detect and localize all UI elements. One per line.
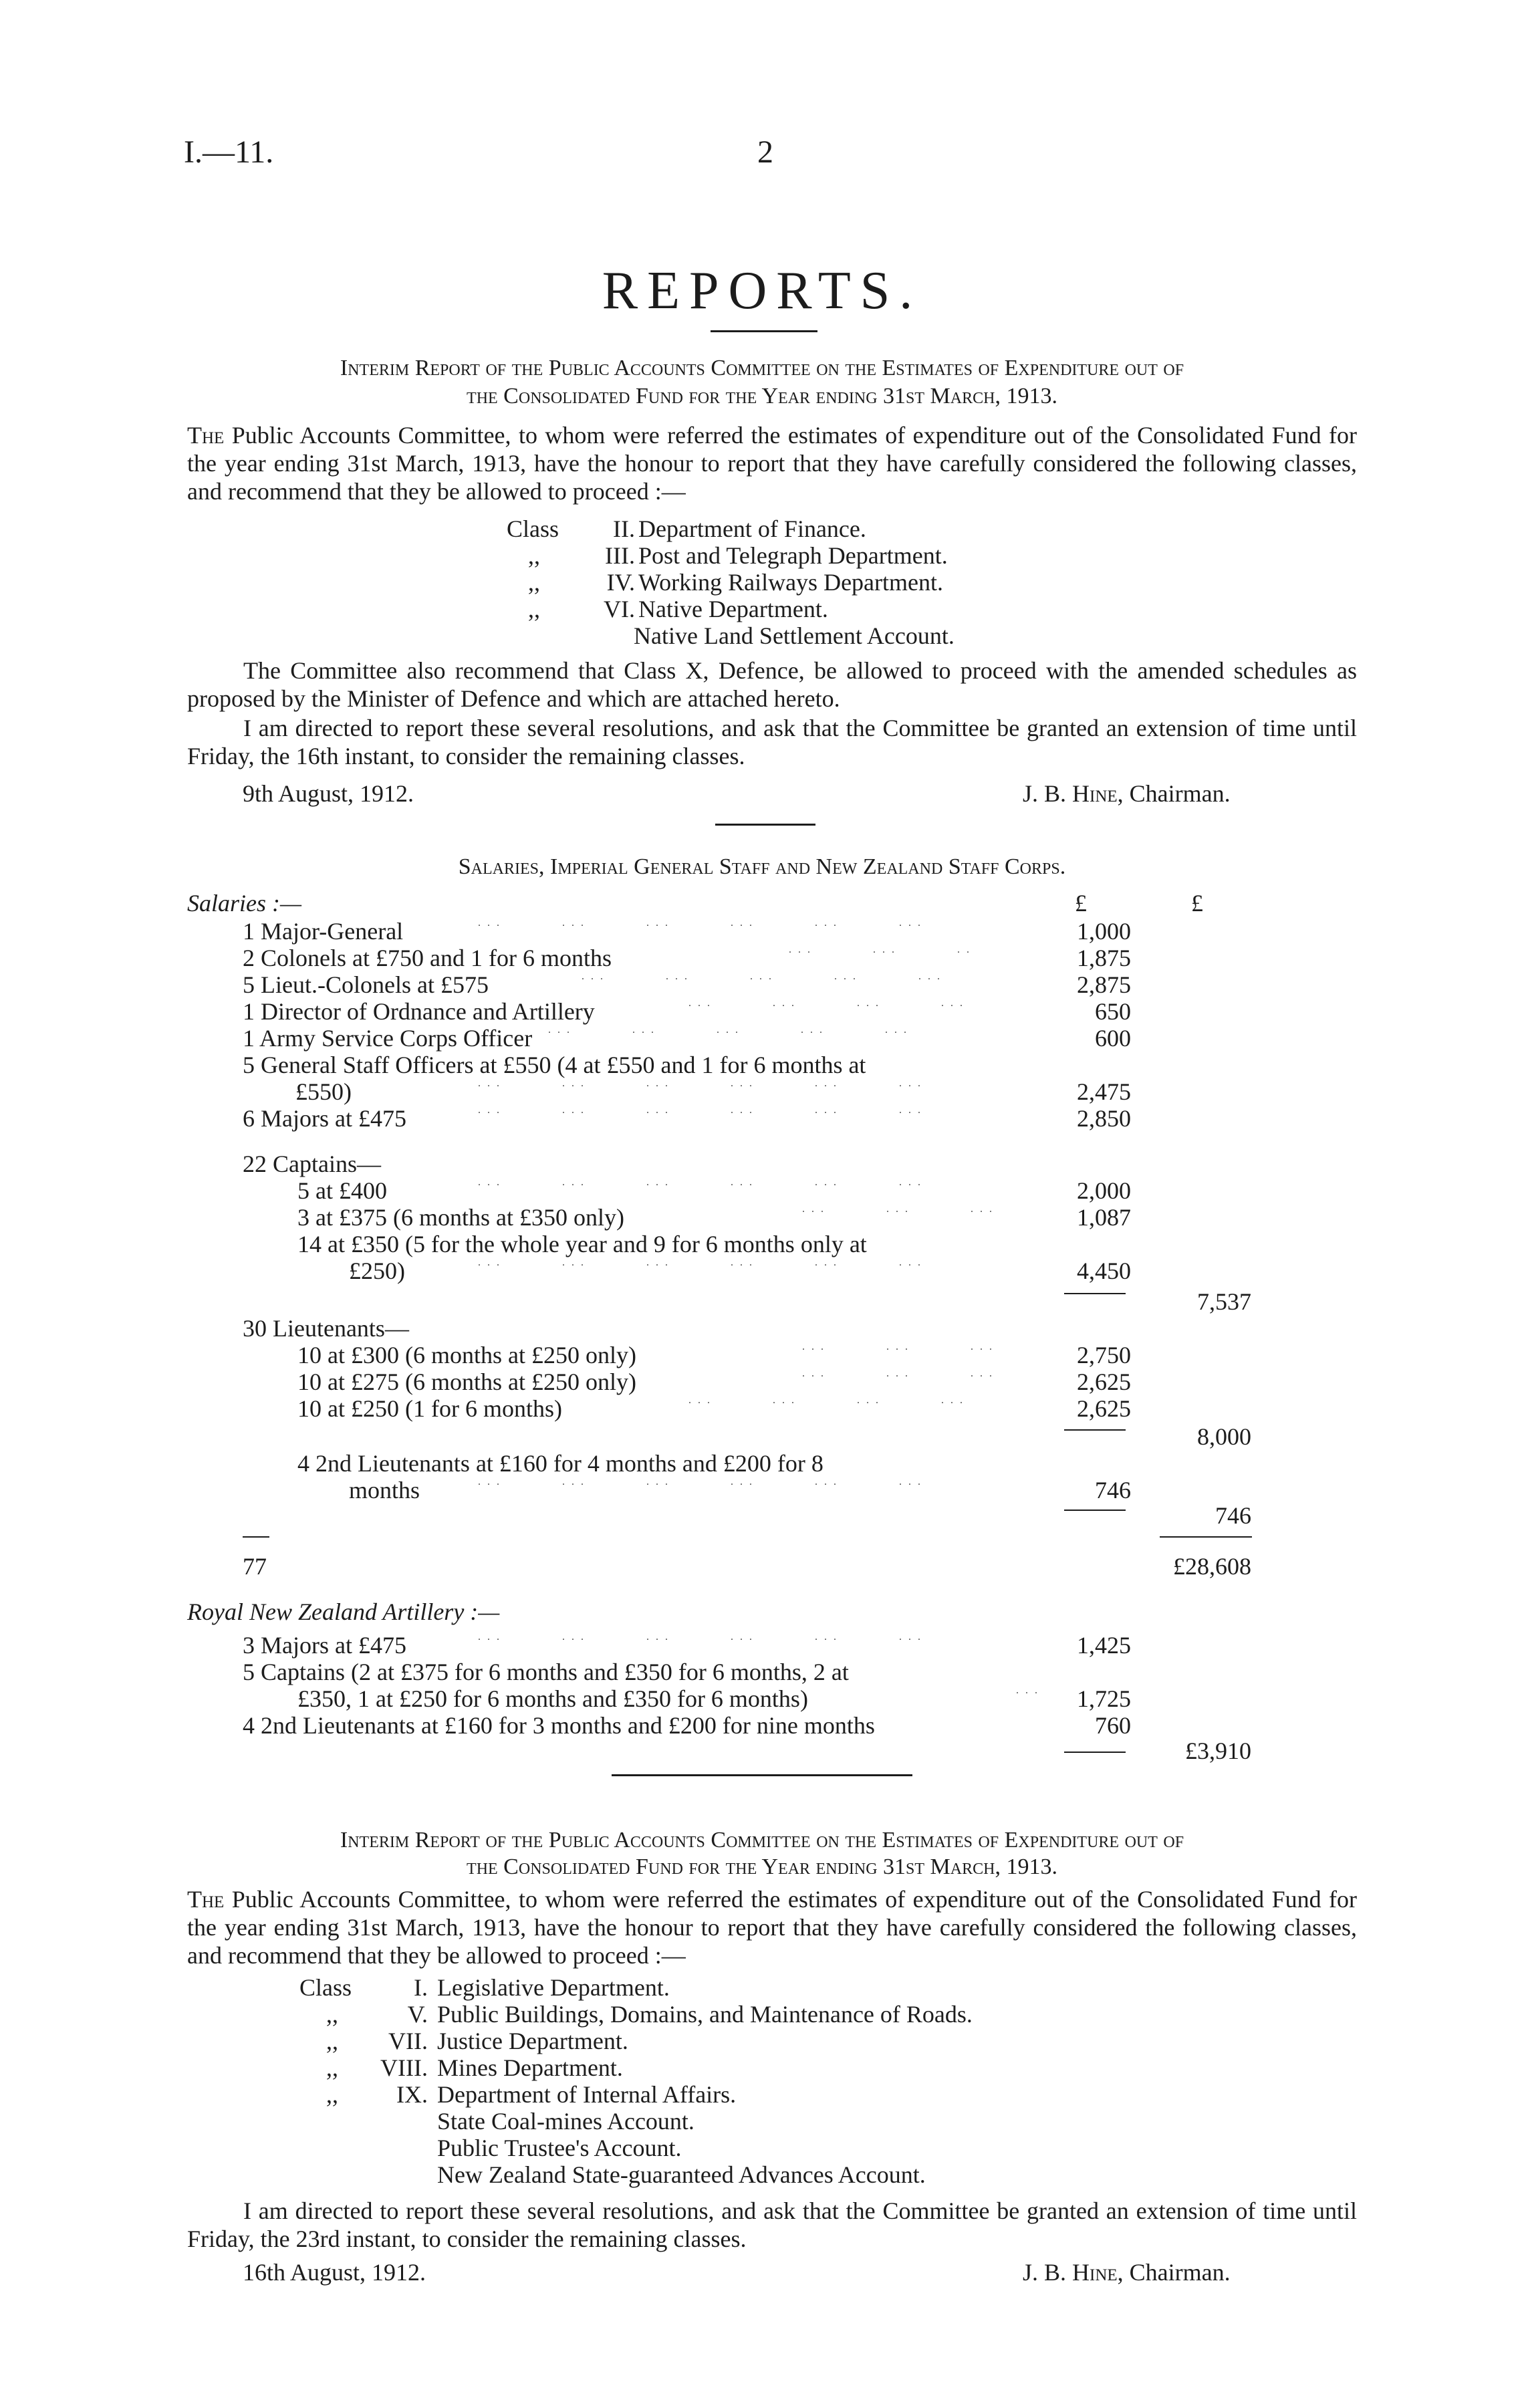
table-row-amount: 4,450 [1077, 1257, 1131, 1284]
count-rule [243, 1536, 269, 1538]
class-name: Native Department. [638, 596, 828, 622]
class-number: V. [407, 2001, 428, 2028]
table-row-label: 14 at £350 (5 for the whole year and 9 for 6 months only at [297, 1231, 867, 1257]
class-number: II. [613, 515, 635, 542]
table-row-amount: 2,850 [1077, 1105, 1131, 1132]
class-number: IV. [606, 569, 635, 596]
lieutenants-label: 30 Lieutenants— [243, 1315, 409, 1342]
section-divider [715, 824, 815, 826]
report1-intro-text: Public Accounts Committee, to whom were referred the estimates of expenditure out of the Consolidated Fund for the year ending 31st March, 1913, have the honour to report that they have carefully considered the following classes, and recommend that they be allowed to proceed :— [187, 422, 1357, 505]
table-row-amount: 1,000 [1077, 918, 1131, 945]
class-name: Public Trustee's Account. [437, 2135, 682, 2161]
dot-leader: ... ... ... ... ... ... [478, 1631, 927, 1643]
table-row-amount: 2,000 [1077, 1177, 1131, 1204]
class-number: I. [414, 1974, 428, 2001]
report2-date: 16th August, 1912. [243, 2259, 426, 2286]
second-lieutenants-line2: months [349, 1477, 420, 1503]
table-row-amount: 2,625 [1077, 1395, 1131, 1422]
signature-name: J. B. Hine, [1023, 780, 1124, 807]
grand-total-rule [1160, 1536, 1252, 1538]
dot-leader: ... ... ... ... ... ... [478, 1476, 927, 1487]
rnza-label: Royal New Zealand Artillery :— [187, 1598, 500, 1625]
class-name: Public Buildings, Domains, and Maintenance of Roads. [437, 2001, 973, 2028]
class-name: Working Railways Department. [638, 569, 943, 596]
dot-leader: ... ... ... ... ... [582, 971, 946, 982]
table-row-amount: 1,875 [1077, 945, 1131, 971]
captains-total: 7,537 [1197, 1288, 1251, 1315]
dot-leader: ... ... ... ... [688, 997, 969, 1009]
report1-heading-line2: the Consolidated Fund for the Year ending 31st March, 1913. [467, 384, 1057, 408]
report1-heading-line1: Interim Report of the Public Accounts Committee on the Estimates of Expenditure out of [340, 356, 1184, 380]
rnza-total: £3,910 [1185, 1737, 1251, 1764]
table-row-label: 10 at £250 (1 for 6 months) [297, 1395, 562, 1422]
class-prefix: Class [299, 1974, 352, 2001]
salaries-section-label: Salaries :— [187, 890, 301, 917]
report2-signature [1023, 2258, 1231, 2286]
title-rule [711, 330, 817, 332]
table-row-label: 1 Director of Ordnance and Artillery [243, 998, 595, 1025]
class-prefix: ,, [326, 2001, 338, 2028]
page-number: 2 [757, 134, 773, 170]
table-row-label: 5 at £400 [297, 1177, 387, 1204]
class-prefix: ,, [326, 2028, 338, 2054]
dot-leader: ... ... ... [802, 1203, 999, 1215]
table-row-label: 3 Majors at £475 [243, 1632, 406, 1659]
table-row-amount: 600 [1095, 1025, 1131, 1052]
class-number: III. [605, 542, 635, 569]
class-prefix: ,, [528, 569, 540, 596]
report1-date: 9th August, 1912. [243, 780, 414, 807]
dot-leader: ... ... ... ... ... ... [478, 1257, 927, 1268]
class-name: Native Land Settlement Account. [634, 622, 955, 649]
dot-leader: ... ... ... ... ... ... [478, 1078, 927, 1089]
table-row-label: 5 Lieut.-Colonels at £575 [243, 971, 489, 998]
second-lieutenants-amount: 746 [1095, 1477, 1131, 1503]
table-row-amount: 2,625 [1077, 1368, 1131, 1395]
table-row-label: 3 at £375 (6 months at £350 only) [297, 1204, 624, 1231]
section-divider [612, 1774, 912, 1776]
class-number: VI. [604, 596, 635, 622]
report1-signature [1023, 779, 1231, 808]
class-number: IX. [396, 2081, 428, 2108]
class-name: Post and Telegraph Department. [638, 542, 948, 569]
report2-heading-line2: the Consolidated Fund for the Year ending 31st March, 1913. [467, 1854, 1057, 1879]
second-lieutenants-total: 746 [1215, 1502, 1251, 1529]
class-number: VIII. [380, 2054, 428, 2081]
table-row-label: £250) [349, 1257, 405, 1284]
table-row-amount: 2,875 [1077, 971, 1131, 998]
class-name: Department of Internal Affairs. [437, 2081, 737, 2108]
salaries-heading: Salaries, Imperial General Staff and New Zealand Staff Corps. [458, 854, 1066, 879]
class-name: Justice Department. [437, 2028, 628, 2054]
column-header-pounds: £ [1191, 890, 1203, 917]
table-row-label: 4 2nd Lieutenants at £160 for 3 months and £200 for nine months [243, 1712, 875, 1739]
lieutenants-total: 8,000 [1197, 1423, 1251, 1450]
report2-intro-lead: The [187, 1886, 225, 1913]
class-prefix: ,, [528, 542, 540, 569]
page-reference: I.—11. [184, 134, 274, 170]
dot-leader: ... ... ... ... [688, 1395, 969, 1406]
report1-intro-lead: The [187, 422, 225, 449]
table-row-label: 1 Major-General [243, 918, 404, 945]
dot-leader: ... ... .. [789, 944, 976, 955]
table-row-amount: 2,750 [1077, 1342, 1131, 1368]
dot-leader: ... ... ... ... ... ... [478, 1104, 927, 1116]
class-name: Legislative Department. [437, 1974, 670, 2001]
class-prefix: ,, [528, 596, 540, 622]
table-row-amount: 1,087 [1077, 1204, 1131, 1231]
table-row-amount: 1,725 [1077, 1685, 1131, 1712]
table-row-label: 5 General Staff Officers at £550 (4 at £550 and 1 for 6 months at [243, 1052, 866, 1078]
dot-leader: ... ... ... [802, 1341, 999, 1352]
page-title: REPORTS. [602, 261, 922, 320]
table-row-amount: 1,425 [1077, 1632, 1131, 1659]
column-header-pounds: £ [1075, 890, 1087, 917]
dot-leader: ... ... ... ... ... ... [478, 917, 927, 929]
report1-para3: I am directed to report these several resolutions, and ask that the Committee be granted an extension of time until Friday, the 16th instant, to consider the remaining classes. [187, 715, 1357, 769]
signature-title: Chairman. [1123, 780, 1231, 807]
dot-leader: ... ... ... ... ... [548, 1024, 913, 1036]
report2-intro-text: Public Accounts Committee, to whom were referred the estimates of expenditure out of the Consolidated Fund for the year ending 31st March, 1913, have the honour to report that they have carefully considered the following classes, and recommend that they be allowed to proceed :— [187, 1886, 1357, 1969]
class-prefix: ,, [326, 2054, 338, 2081]
table-row-label: 5 Captains (2 at £375 for 6 months and £350 for 6 months, 2 at [243, 1659, 849, 1685]
class-number: VII. [388, 2028, 428, 2054]
signature-name: J. B. Hine, [1023, 2259, 1124, 2286]
grand-total: £28,608 [1173, 1553, 1251, 1580]
class-name: New Zealand State-guaranteed Advances Account. [437, 2161, 926, 2188]
table-row-amount: 2,475 [1077, 1078, 1131, 1105]
dot-leader: ... [1016, 1685, 1044, 1696]
report1-para2: The Committee also recommend that Class X, Defence, be allowed to proceed with the amended schedules as proposed by the Minister of Defence and which are attached hereto. [187, 657, 1357, 712]
class-prefix: ,, [326, 2081, 338, 2108]
report1-intro [187, 421, 1357, 505]
grand-count: 77 [243, 1553, 267, 1580]
signature-title: Chairman. [1123, 2259, 1231, 2286]
table-row-label: 10 at £300 (6 months at £250 only) [297, 1342, 636, 1368]
table-row-label: 6 Majors at £475 [243, 1105, 406, 1132]
second-lieutenants-line1: 4 2nd Lieutenants at £160 for 4 months and £200 for 8 [297, 1450, 823, 1477]
table-row-label: 10 at £275 (6 months at £250 only) [297, 1368, 636, 1395]
table-row-label: 1 Army Service Corps Officer [243, 1025, 533, 1052]
class-prefix: Class [507, 515, 559, 542]
table-row-label: £350, 1 at £250 for 6 months and £350 for 6 months) [297, 1685, 808, 1712]
captains-label: 22 Captains— [243, 1151, 381, 1177]
table-row-amount: 760 [1095, 1712, 1131, 1739]
report2-heading-line1: Interim Report of the Public Accounts Committee on the Estimates of Expenditure out of [340, 1828, 1184, 1852]
dot-leader: ... ... ... ... ... ... [478, 1177, 927, 1188]
table-row-amount: 650 [1095, 998, 1131, 1025]
class-name: Department of Finance. [638, 515, 866, 542]
report2-para2: I am directed to report these several resolutions, and ask that the Committee be granted an extension of time until Friday, the 23rd instant, to consider the remaining classes. [187, 2197, 1357, 2252]
class-name: Mines Department. [437, 2054, 623, 2081]
table-row-label: £550) [295, 1078, 352, 1105]
table-row-label: 2 Colonels at £750 and 1 for 6 months [243, 945, 612, 971]
report2-intro [187, 1885, 1357, 1969]
class-name: State Coal-mines Account. [437, 2108, 694, 2135]
dot-leader: ... ... ... [802, 1368, 999, 1379]
